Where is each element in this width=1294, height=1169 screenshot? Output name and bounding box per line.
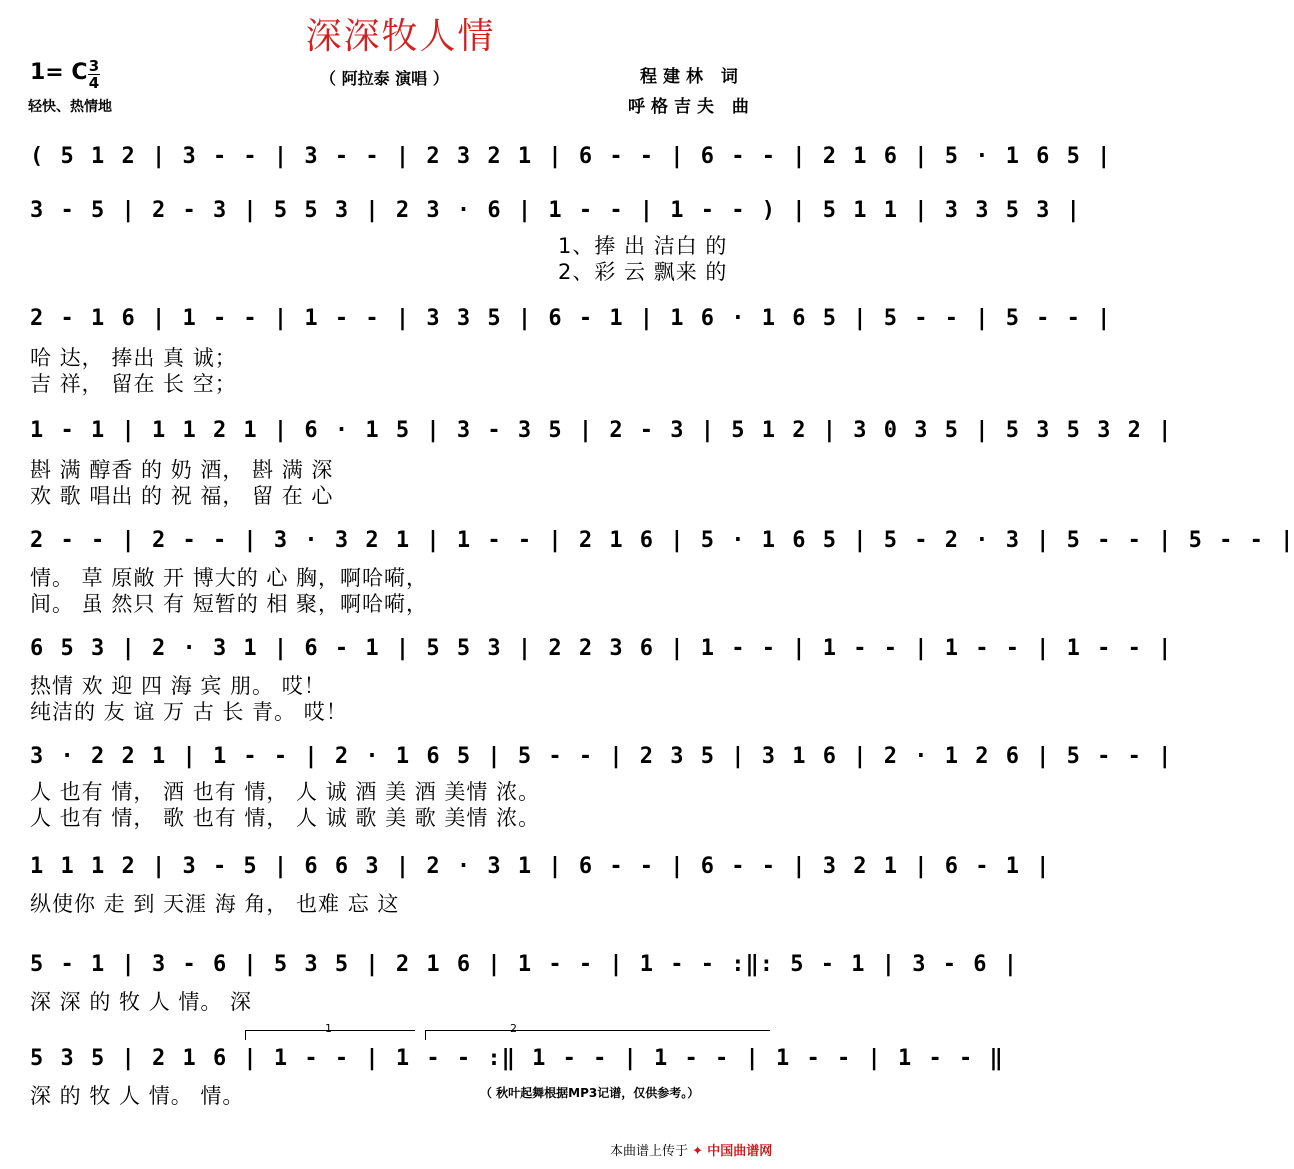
volta-2-line (425, 1030, 770, 1031)
lyric-line-7a: 人 也有 情， 酒 也有 情， 人 诚 酒 美 酒 美情 浓。 (30, 780, 541, 804)
performer-credit: （ 阿拉泰 演唱 ） (320, 69, 449, 88)
key-signature: 1= C (30, 60, 88, 85)
score-line-2: 3 - 5 | 2 - 3 | 5 5 3 | 2 3 · 6 | 1 - - | 1 - - ) | 5 1 1 | 3 3 5 3 | (30, 198, 1081, 223)
transcription-note: （ 秋叶起舞根据MP3记谱，仅供参考。） (480, 1086, 700, 1100)
score-line-6: 6 5 3 | 2 · 3 1 | 6 - 1 | 5 5 3 | 2 2 3 6 | 1 - - | 1 - - | 1 - - | 1 - - | (30, 636, 1173, 661)
footer-credit (610, 1140, 772, 1159)
lyric-line-8a: 纵使你 走 到 天涯 海 角， 也难 忘 这 (30, 892, 400, 916)
lyric-line-9a: 深 深 的 牧 人 情。 深 (30, 990, 253, 1014)
lyric-line-2a: 1、捧 出 洁白 的 (558, 234, 728, 258)
volta-1-tick (245, 1030, 246, 1040)
lyric-line-5a: 情。 草 原敞 开 博大的 心 胸，啊哈嗬， (30, 566, 429, 590)
score-line-10: 5 3 5 | 2 1 6 | 1 - - | 1 - - :‖ 1 - - | 1 - - | 1 - - | 1 - - ‖ (30, 1046, 1004, 1071)
time-top: 3 (88, 57, 100, 75)
lyric-line-6a: 热情 欢 迎 四 海 宾 朋。 哎！ (30, 674, 326, 698)
tempo-marking: 轻快、热情地 (28, 99, 112, 115)
score-line-5: 2 - - | 2 - - | 3 · 3 2 1 | 1 - - | 2 1 6 | 5 · 1 6 5 | 5 - 2 · 3 | 5 - - | 5 - - | (30, 528, 1294, 553)
volta-1-label: 1 (325, 1022, 332, 1035)
score-line-4: 1 - 1 | 1 1 2 1 | 6 · 1 5 | 3 - 3 5 | 2 - 3 | 5 1 2 | 3 0 3 5 | 5 3 5 3 2 | (30, 418, 1173, 443)
lyric-line-6b: 纯洁的 友 谊 万 古 长 青。 哎！ (30, 700, 348, 724)
lyric-line-3a: 哈 达， 捧出 真 诚； (30, 346, 237, 370)
page-title: 深深牧人情 (305, 16, 496, 57)
time-signature (88, 58, 100, 91)
score-line-1: ( 5 1 2 | 3 - - | 3 - - | 2 3 2 1 | 6 - - | 6 - - | 2 1 6 | 5 · 1 6 5 | (30, 144, 1112, 169)
lyric-line-4b: 欢 歌 唱出 的 祝 福， 留 在 心 (30, 484, 334, 508)
footer-prefix: 本曲谱上传于 (610, 1144, 689, 1159)
volta-2-label: 2 (510, 1022, 517, 1035)
footer-brand[interactable]: 中国曲谱网 (707, 1144, 773, 1159)
score-line-9: 5 - 1 | 3 - 6 | 5 3 5 | 2 1 6 | 1 - - | 1 - - :‖: 5 - 1 | 3 - 6 | (30, 952, 1018, 977)
lyric-line-2b: 2、彩 云 飘来 的 (558, 260, 728, 284)
lyric-line-4a: 斟 满 醇香 的 奶 酒， 斟 满 深 (30, 458, 334, 482)
lyric-line-5b: 间。 虽 然只 有 短暂的 相 聚，啊哈嗬， (30, 592, 429, 616)
score-line-8: 1 1 1 2 | 3 - 5 | 6 6 3 | 2 · 3 1 | 6 - - | 6 - - | 3 2 1 | 6 - 1 | (30, 854, 1051, 879)
lyric-line-3b: 吉 祥， 留在 长 空； (30, 372, 237, 396)
lyric-line-10a: 深 的 牧 人 情。 情。 (30, 1084, 245, 1108)
score-line-3: 2 - 1 6 | 1 - - | 1 - - | 3 3 5 | 6 - 1 | 1 6 · 1 6 5 | 5 - - | 5 - - | (30, 306, 1112, 331)
lyric-line-7b: 人 也有 情， 歌 也有 情， 人 诚 歌 美 歌 美情 浓。 (30, 806, 541, 830)
volta-2-tick (425, 1030, 426, 1040)
time-bottom: 4 (88, 74, 100, 92)
lyricist-credit: 程建林 词 (640, 67, 744, 87)
score-line-7: 3 · 2 2 1 | 1 - - | 2 · 1 6 5 | 5 - - | 2 3 5 | 3 1 6 | 2 · 1 2 6 | 5 - - | (30, 744, 1173, 769)
footer-logo-icon: ✦ (692, 1144, 704, 1159)
composer-credit: 呼格吉夫 曲 (628, 97, 755, 117)
